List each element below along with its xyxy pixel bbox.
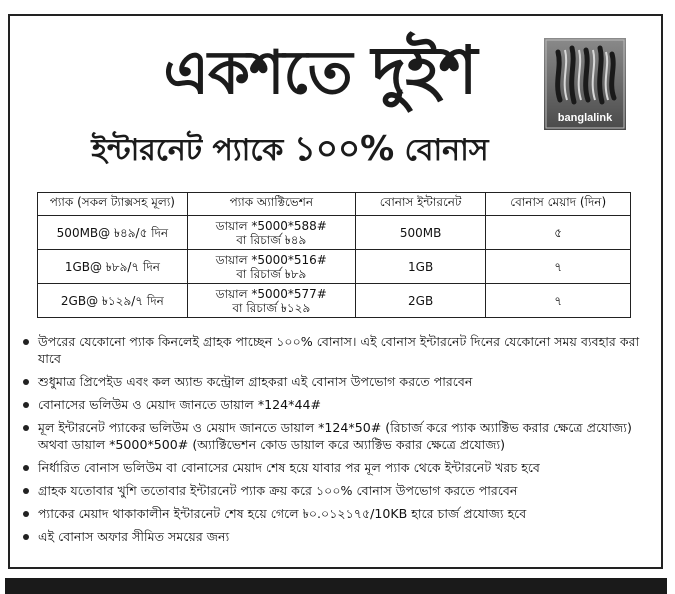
- table-row: [38, 216, 631, 250]
- bottom-divider-bar: [5, 578, 667, 594]
- cell-pack: 2GB@ ৳১২৯/৭ দিন: [38, 284, 188, 318]
- header-validity: বোনাস মেয়াদ (দিন): [486, 193, 631, 216]
- subheadline-percent: ১০০%: [293, 129, 395, 169]
- activation-line2: বা রিচার্জ ৳৪৯: [236, 232, 307, 247]
- list-item: গ্রাহক যতোবার খুশি ততোবার ইন্টারনেট প্যাক ক্রয় করে ১০০% বোনাস উপভোগ করতে পারবেন: [20, 482, 645, 499]
- terms-list: [20, 333, 645, 551]
- list-item: মূল ইন্টারনেট প্যাকের ভলিউম ও মেয়াদ জানতে ডায়াল *124*50# (রিচার্জ করে প্যাক অ্যাক্টিভ করার ক্ষেত্রে প্রযোজ্য) অথবা ডায়াল *5000*500# (অ্যাক্টিভেশন কোড ডায়াল করে অ্যাক্টিভ করার ক্ষেত্রে প্রযোজ্য): [20, 419, 645, 453]
- cell-activation: [187, 284, 355, 318]
- cell-validity: ৭: [486, 250, 631, 284]
- subheadline-prefix: ইন্টারনেট প্যাকে: [91, 133, 284, 168]
- activation-line1: ডায়াল *5000*516#: [215, 252, 327, 267]
- header-pack: প্যাক (সকল ট্যাক্সসহ মূল্য): [38, 193, 188, 216]
- cell-activation: [187, 250, 355, 284]
- list-item: নির্ধারিত বোনাস ভলিউম বা বোনাসের মেয়াদ শেষ হয়ে যাবার পর মূল প্যাক থেকে ইন্টারনেট খরচ হবে: [20, 459, 645, 476]
- logo-brand-text: banglalink: [557, 112, 613, 124]
- cell-bonus: 500MB: [355, 216, 486, 250]
- table-row: [38, 284, 631, 318]
- cell-bonus: 2GB: [355, 284, 486, 318]
- headline-part1: একশতে: [163, 38, 352, 108]
- headline-part2: দুইশ: [371, 32, 477, 109]
- list-item: উপরের যেকোনো প্যাক কিনলেই গ্রাহক পাচ্ছেন ১০০% বোনাস। এই বোনাস ইন্টারনেট দিনের যেকোনো সময় ব্যবহার করা যাবে: [20, 333, 645, 367]
- subheadline: [50, 129, 530, 169]
- activation-line1: ডায়াল *5000*577#: [215, 286, 327, 301]
- header-activation: প্যাক অ্যাক্টিভেশন: [187, 193, 355, 216]
- list-item: বোনাসের ভলিউম ও মেয়াদ জানতে ডায়াল *124*44#: [20, 396, 645, 413]
- table-row: [38, 250, 631, 284]
- pack-table: [37, 192, 631, 318]
- list-item: শুধুমাত্র প্রিপেইড এবং কল অ্যান্ড কন্ট্রোল গ্রাহকরা এই বোনাস উপভোগ করতে পারবেন: [20, 373, 645, 390]
- cell-activation: [187, 216, 355, 250]
- table-header-row: [38, 193, 631, 216]
- cell-pack: 1GB@ ৳৮৯/৭ দিন: [38, 250, 188, 284]
- list-item: প্যাকের মেয়াদ থাকাকালীন ইন্টারনেট শেষ হয়ে গেলে ৳০.০১২১৭৫/10KB হারে চার্জ প্রযোজ্য হবে: [20, 505, 645, 522]
- activation-line1: ডায়াল *5000*588#: [215, 218, 327, 233]
- activation-line2: বা রিচার্জ ৳৮৯: [236, 266, 307, 281]
- header-bonus: বোনাস ইন্টারনেট: [355, 193, 486, 216]
- cell-validity: ৭: [486, 284, 631, 318]
- activation-line2: বা রিচার্জ ৳১২৯: [232, 300, 311, 315]
- banglalink-logo: [544, 38, 626, 130]
- cell-pack: 500MB@ ৳৪৯/৫ দিন: [38, 216, 188, 250]
- list-item: এই বোনাস অফার সীমিত সময়ের জন্য: [20, 528, 645, 545]
- subheadline-suffix: বোনাস: [404, 133, 489, 168]
- headline: [110, 32, 530, 109]
- cell-bonus: 1GB: [355, 250, 486, 284]
- cell-validity: ৫: [486, 216, 631, 250]
